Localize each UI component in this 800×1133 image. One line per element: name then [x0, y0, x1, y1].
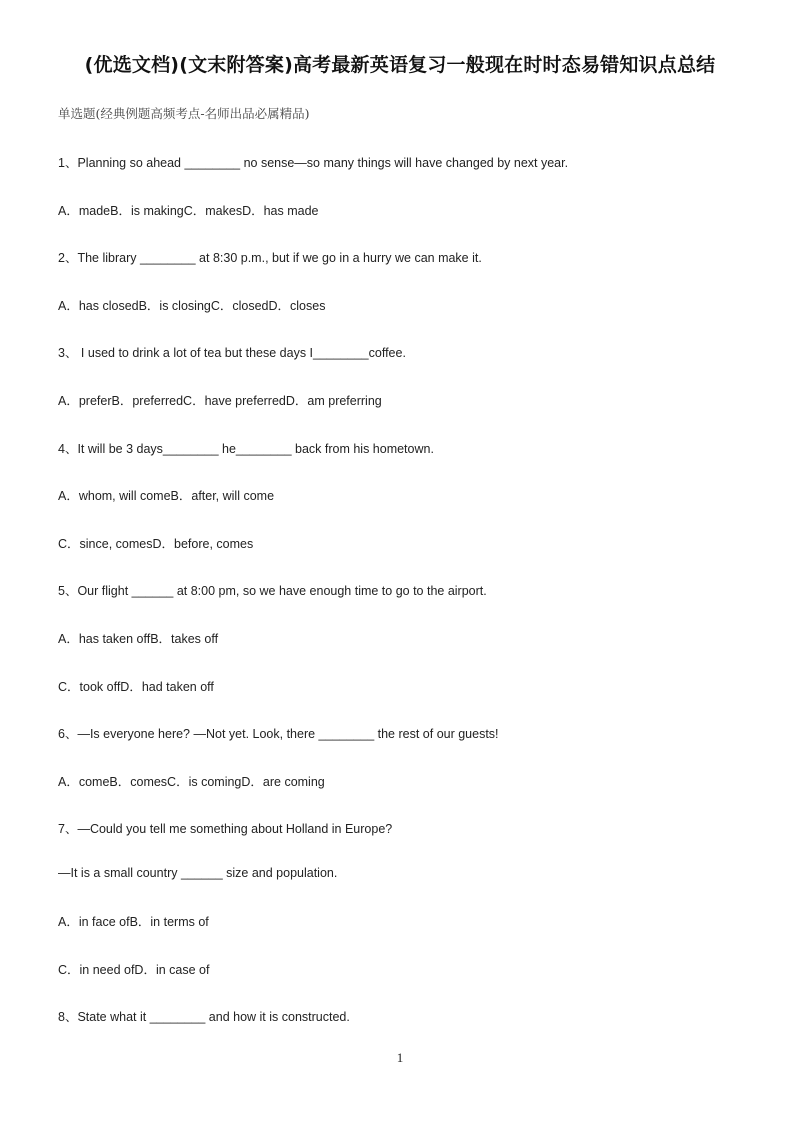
question-2: 2、The library ________ at 8:30 p.m., but if we go in a hurry we can make it. [58, 251, 482, 265]
question-6-options: A．comeB．comesC．is comingD．are coming [58, 775, 325, 789]
question-1-options: A．madeB．is makingC．makesD．has made [58, 204, 319, 218]
question-8: 8、State what it ________ and how it is constructed. [58, 1010, 350, 1024]
question-4-options-cd: C．since, comesD．before, comes [58, 537, 254, 551]
question-1: 1、Planning so ahead ________ no sense—so many things will have changed by next year. [58, 156, 569, 170]
question-4: 4、It will be 3 days________ he________ back from his hometown. [58, 442, 434, 456]
question-7-options-ab: A．in face ofB．in terms of [58, 915, 209, 929]
question-2-options: A．has closedB．is closingC．closedD．closes [58, 299, 326, 313]
question-5: 5、Our flight ______ at 8:00 pm, so we have enough time to go to the airport. [58, 584, 487, 598]
question-7: 7、—Could you tell me something about Holland in Europe? [58, 822, 393, 836]
page-number: 1 [396, 1050, 404, 1065]
question-3: 3、 I used to drink a lot of tea but these days I________coffee. [58, 346, 406, 360]
question-6: 6、—Is everyone here? —Not yet. Look, there ________ the rest of our guests! [58, 727, 499, 741]
question-4-options-ab: A．whom, will comeB．after, will come [58, 489, 275, 503]
document-title: (优选文档)(文末附答案)高考最新英语复习一般现在时时态易错知识点总结 [84, 54, 716, 76]
question-7-options-cd: C．in need ofD．in case of [58, 963, 210, 977]
section-label: 单选题(经典例题高频考点-名师出品必属精品) [58, 106, 310, 121]
question-5-options-cd: C．took offD．had taken off [58, 680, 214, 694]
question-5-options-ab: A．has taken offB．takes off [58, 632, 219, 646]
question-3-options: A．preferB．preferredC．have preferredD．am preferring [58, 394, 382, 408]
question-7-reply: —It is a small country ______ size and population. [58, 866, 338, 880]
